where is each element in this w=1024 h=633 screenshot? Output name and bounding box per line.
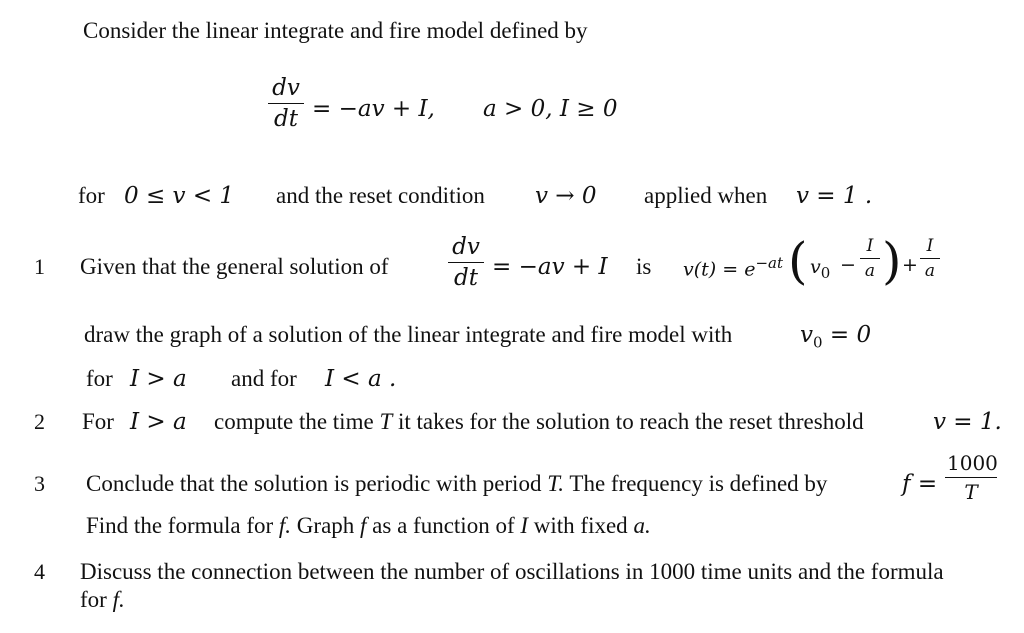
q1-I-over-a: I a (860, 236, 880, 281)
q2-text: compute the time T it takes for the solution to reach the reset threshold (214, 409, 864, 434)
q3-number: 3 (34, 471, 45, 496)
model-rhs: = −av + I, (312, 96, 435, 122)
q1-exponent: −at (755, 254, 783, 272)
q1-I-over-a-2: I a (920, 236, 940, 281)
q3-find-text: Find the formula for f. Graph f as a function of I with fixed a. (86, 513, 651, 538)
q3-fraction-bar (945, 477, 997, 478)
q1-condition-1: I > a (130, 366, 187, 392)
reset-for: for (78, 183, 105, 208)
q1-for-1: for (86, 366, 113, 391)
q1-draw-condition: $v_0 = 0$ (800, 322, 872, 352)
model-fraction-den: dt (274, 106, 298, 132)
q1-condition-2: I < a . (325, 366, 397, 392)
q1-fraction-den: dt (454, 265, 478, 291)
reset-applied-text: applied when (644, 183, 768, 208)
model-fraction (268, 75, 304, 132)
q1-fraction-bar (448, 262, 484, 263)
q4-number: 4 (34, 559, 45, 584)
q1-solution-lhs: $v(t) = e^{-at}$ (683, 254, 783, 281)
q3-fraction-den: T (964, 480, 978, 504)
q1-fraction-num: dv (452, 234, 480, 260)
q2-condition: I > a (130, 409, 187, 435)
q1-rhs: = −av + I (492, 254, 608, 280)
q1-fraction (448, 234, 484, 291)
q1-right-paren: ) (882, 232, 902, 290)
q1-minus: − (840, 254, 856, 276)
intro-text: Consider the linear integrate and fire model defined by (83, 18, 588, 43)
model-fraction-bar (268, 103, 304, 104)
q1-plus: + (902, 254, 918, 276)
q2-for: For (82, 409, 114, 434)
q3-f-eq: f = (902, 471, 938, 497)
q1-draw-text: draw the graph of a solution of the linear integrate and fire model with (84, 322, 733, 347)
reset-rule: v → 0 (535, 183, 597, 209)
q2-number: 2 (34, 409, 45, 434)
reset-and-text: and the reset condition (276, 183, 485, 208)
q1-number: 1 (34, 254, 45, 279)
reset-condition: v = 1 . (796, 183, 873, 209)
q1-v0: $v_0$ (810, 256, 831, 282)
model-condition: a > 0, I ≥ 0 (483, 96, 618, 122)
q3-text: Conclude that the solution is periodic with period T. The frequency is defined by (86, 471, 828, 496)
q3-fraction (945, 451, 997, 504)
q4-line-2: for f. (80, 587, 125, 612)
reset-range: 0 ≤ v < 1 (124, 183, 235, 209)
q1-and-for: and for (231, 366, 297, 391)
model-fraction-num: dv (272, 75, 300, 101)
q1-is: is (636, 254, 652, 279)
q1-left-paren: ( (788, 232, 808, 290)
q4-line-1: Discuss the connection between the number of oscillations in 1000 time units and the formula (80, 559, 944, 584)
q3-fraction-num: 1000 (947, 451, 998, 475)
q2-threshold: v = 1. (933, 409, 1002, 435)
q1-text: Given that the general solution of (80, 254, 389, 279)
